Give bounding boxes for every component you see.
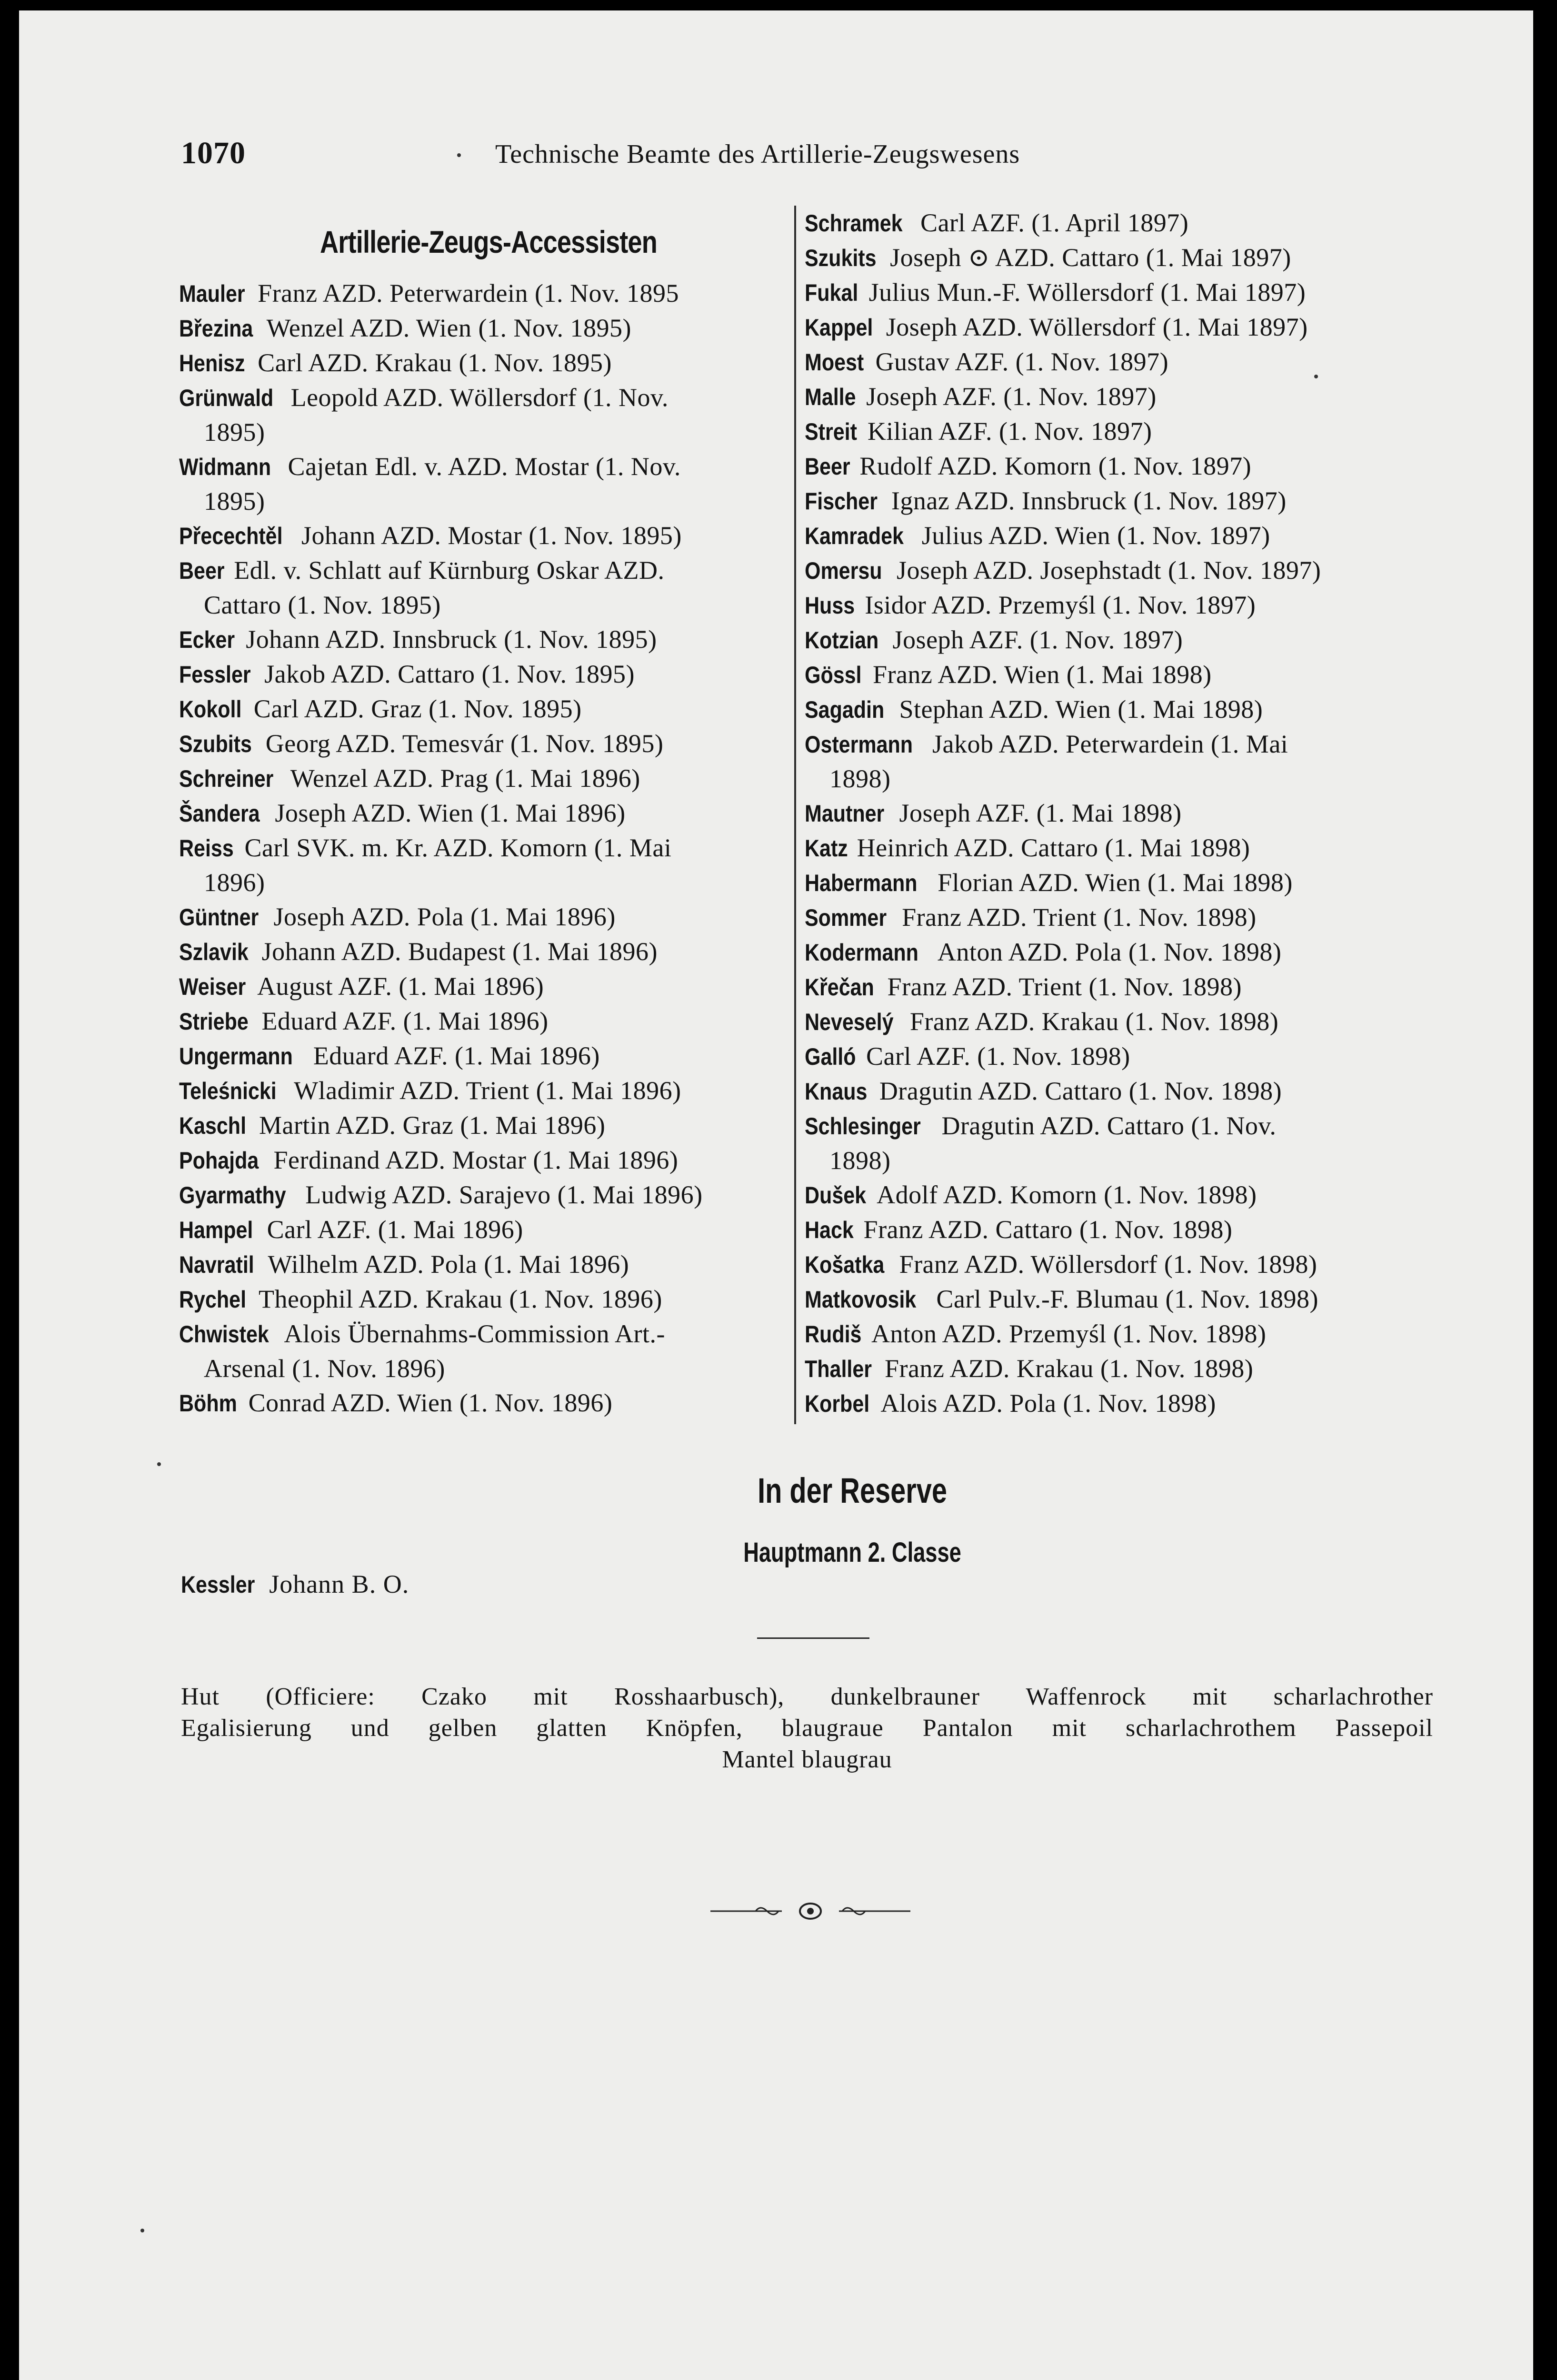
entry-surname: Widmann — [179, 454, 271, 480]
list-item — [805, 275, 1443, 310]
speck — [457, 153, 461, 157]
entry-surname: Rudiš — [805, 1321, 862, 1348]
list-item — [179, 657, 798, 692]
running-title: Technische Beamte des Artillerie-Zeugswesens — [495, 139, 1020, 169]
entry-details: Franz AZD. Krakau (1. Nov. 1898) — [909, 1007, 1279, 1036]
entry-surname: Navratil — [179, 1251, 254, 1278]
entry-continuation: 1898) — [829, 1146, 891, 1175]
entry-surname: Huss — [805, 592, 855, 619]
speck — [1314, 375, 1318, 378]
list-item — [805, 1282, 1443, 1317]
entry-details: Franz AZD. Trient (1. Nov. 1898) — [902, 903, 1257, 932]
entry-surname: Sommer — [805, 904, 887, 931]
entry-surname: Gyarmathy — [179, 1182, 286, 1209]
list-item — [805, 1109, 1443, 1178]
entry-surname: Kotzian — [805, 627, 879, 654]
entry-details: Cajetan Edl. v. AZD. Mostar (1. Nov. — [288, 452, 681, 481]
list-item — [179, 380, 798, 449]
entry-surname: Szlavik — [179, 939, 249, 965]
reserve-entry-text: Johann B. O. — [269, 1570, 409, 1598]
entry-details: Anton AZD. Przemyśl (1. Nov. 1898) — [871, 1319, 1267, 1348]
book-page — [19, 10, 1533, 2380]
entry-details: Ignaz AZD. Innsbruck (1. Nov. 1897) — [891, 486, 1287, 515]
entry-details: Joseph AZF. (1. Mai 1898) — [899, 799, 1182, 827]
entry-details: Carl SVK. m. Kr. AZD. Komorn (1. Mai — [244, 833, 672, 862]
reserve-entry-name: Kessler — [181, 1571, 255, 1598]
entry-details: Jakob AZD. Peterwardein (1. Mai — [932, 730, 1288, 758]
list-item — [805, 240, 1443, 275]
entry-details: Jakob AZD. Cattaro (1. Nov. 1895) — [264, 660, 635, 688]
entry-surname: Habermann — [805, 870, 918, 896]
entry-details: Alois Übernahms-Commission Art.- — [284, 1319, 666, 1348]
list-item — [179, 1143, 798, 1178]
entry-surname: Neveselý — [805, 1009, 894, 1035]
right-column — [805, 206, 1443, 1421]
entry-surname: Reiss — [179, 835, 234, 862]
list-item — [805, 379, 1443, 414]
entry-details: Franz AZD. Wöllersdorf (1. Nov. 1898) — [899, 1250, 1317, 1279]
list-item — [805, 310, 1443, 345]
entry-details: Carl Pulv.-F. Blumau (1. Nov. 1898) — [936, 1285, 1318, 1313]
list-item — [179, 1178, 798, 1212]
entry-continuation: 1896) — [204, 868, 265, 897]
entry-continuation: Cattaro (1. Nov. 1895) — [204, 591, 441, 619]
reserve-section — [686, 1467, 1019, 1572]
entry-details: Eduard AZF. (1. Mai 1896) — [313, 1041, 600, 1070]
entry-surname: Böhm — [179, 1390, 237, 1417]
list-item — [805, 1039, 1443, 1074]
entry-surname: Beer — [805, 453, 850, 480]
list-item — [179, 726, 798, 761]
list-item — [179, 1004, 798, 1039]
list-item — [179, 831, 798, 900]
entry-surname: Malle — [805, 384, 856, 410]
entry-details: Wladimir AZD. Trient (1. Mai 1896) — [294, 1076, 681, 1105]
entry-surname: Ecker — [179, 626, 235, 653]
entry-details: Carl AZF. (1. April 1897) — [920, 208, 1189, 237]
list-item — [805, 900, 1443, 935]
entry-details: Johann AZD. Budapest (1. Mai 1896) — [261, 937, 658, 966]
entry-surname: Schramek — [805, 210, 903, 237]
list-item — [179, 796, 798, 831]
entry-surname: Weiser — [179, 973, 246, 1000]
entry-surname: Ostermann — [805, 731, 913, 758]
entry-surname: Hack — [805, 1217, 854, 1243]
entry-details: Franz AZD. Trient (1. Nov. 1898) — [887, 972, 1242, 1001]
list-item — [805, 1247, 1443, 1282]
list-item — [179, 969, 798, 1004]
list-item — [805, 865, 1443, 900]
entry-continuation: Arsenal (1. Nov. 1896) — [204, 1354, 445, 1383]
entry-details: Joseph ⊙ AZD. Cattaro (1. Mai 1897) — [890, 243, 1291, 272]
entry-surname: Fukal — [805, 279, 858, 306]
entry-surname: Hampel — [179, 1217, 253, 1243]
section-title: Artillerie-Zeugs-Accessisten — [320, 224, 657, 259]
entry-surname: Szukits — [805, 245, 877, 271]
list-item — [805, 345, 1443, 379]
list-item — [805, 1074, 1443, 1109]
list-item — [179, 1108, 798, 1143]
entry-details: Anton AZD. Pola (1. Nov. 1898) — [937, 938, 1282, 966]
list-item — [179, 1073, 798, 1108]
list-item — [805, 1178, 1443, 1212]
entry-surname: Beer — [179, 557, 225, 584]
list-item — [805, 657, 1443, 692]
list-item — [179, 622, 798, 657]
entry-surname: Fessler — [179, 661, 251, 688]
reserve-title: In der Reserve — [758, 1471, 947, 1510]
entry-details: Wenzel AZD. Wien (1. Nov. 1895) — [266, 314, 631, 342]
list-item — [805, 588, 1443, 623]
entry-surname: Sagadin — [805, 696, 885, 723]
entry-surname: Pohajda — [179, 1147, 259, 1174]
entry-details: Carl AZF. (1. Mai 1896) — [267, 1215, 523, 1244]
list-item — [805, 1004, 1443, 1039]
entry-details: Joseph AZF. (1. Nov. 1897) — [866, 382, 1157, 411]
entry-surname: Thaller — [805, 1356, 872, 1382]
entry-details: Johann AZD. Mostar (1. Nov. 1895) — [301, 521, 682, 550]
uniform-line-3: Mantel blaugrau — [722, 1746, 892, 1773]
list-item — [179, 1039, 798, 1073]
entry-details: Florian AZD. Wien (1. Mai 1898) — [938, 868, 1293, 897]
uniform-note — [181, 1681, 1433, 1775]
entry-surname: Knaus — [805, 1078, 868, 1105]
entry-details: Adolf AZD. Komorn (1. Nov. 1898) — [877, 1180, 1257, 1209]
entry-details: Wenzel AZD. Prag (1. Mai 1896) — [290, 764, 640, 793]
entry-surname: Dušek — [805, 1182, 867, 1209]
entry-surname: Ungermann — [179, 1043, 293, 1070]
entry-details: Stephan AZD. Wien (1. Mai 1898) — [899, 695, 1263, 724]
entry-details: Joseph AZD. Wöllersdorf (1. Mai 1897) — [886, 313, 1308, 341]
entry-details: Leopold AZD. Wöllersdorf (1. Nov. — [290, 383, 669, 412]
ornament-icon — [710, 1899, 910, 1923]
entry-surname: Güntner — [179, 904, 259, 931]
entry-surname: Szubits — [179, 731, 252, 757]
entry-continuation: 1898) — [829, 764, 891, 793]
entry-surname: Chwistek — [179, 1321, 269, 1348]
entry-surname: Galló — [805, 1043, 856, 1070]
reserve-entry — [181, 1567, 409, 1602]
entry-details: Franz AZD. Peterwardein (1. Nov. 1895 — [258, 279, 679, 307]
list-item — [179, 1282, 798, 1317]
list-item — [805, 935, 1443, 970]
uniform-line-1: Hut (Officiere: Czako mit Rosshaarbusch), dunkelbrauner Waffenrock mit scharlachrother — [181, 1683, 1433, 1710]
entry-details: Kilian AZF. (1. Nov. 1897) — [867, 417, 1152, 446]
entry-details: Joseph AZD. Josephstadt (1. Nov. 1897) — [896, 556, 1321, 585]
entry-surname: Šandera — [179, 800, 260, 827]
section-rule — [757, 1637, 869, 1639]
entry-surname: Schreiner — [179, 765, 274, 792]
entry-details: Joseph AZD. Wien (1. Mai 1896) — [275, 799, 626, 827]
list-item — [805, 484, 1443, 518]
entry-details: Carl AZD. Graz (1. Nov. 1895) — [253, 694, 582, 723]
entry-surname: Kodermann — [805, 939, 918, 966]
entry-continuation: 1895) — [204, 418, 265, 446]
page-header — [181, 135, 1514, 188]
list-item — [179, 276, 798, 311]
entry-surname: Matkovosik — [805, 1286, 917, 1313]
entry-list — [805, 206, 1443, 1421]
list-item — [179, 518, 798, 553]
list-item — [179, 311, 798, 346]
entry-details: Theophil AZD. Krakau (1. Nov. 1896) — [259, 1285, 662, 1313]
entry-surname: Teleśnicki — [179, 1078, 277, 1104]
list-item — [179, 1247, 798, 1282]
page-number: 1070 — [181, 136, 246, 170]
entry-list — [179, 276, 798, 1420]
list-item — [179, 1212, 798, 1247]
entry-details: Carl AZF. (1. Nov. 1898) — [866, 1042, 1130, 1071]
entry-surname: Striebe — [179, 1008, 249, 1035]
list-item — [805, 831, 1443, 865]
list-item — [179, 1386, 798, 1420]
list-item — [805, 1386, 1443, 1421]
list-item — [179, 761, 798, 796]
speck — [140, 2229, 144, 2232]
entry-details: Franz AZD. Wien (1. Mai 1898) — [872, 660, 1212, 689]
entry-details: Julius Mun.-F. Wöllersdorf (1. Mai 1897) — [868, 278, 1306, 307]
entry-surname: Omersu — [805, 557, 882, 584]
column-divider — [794, 206, 796, 1424]
entry-details: August AZF. (1. Mai 1896) — [257, 972, 544, 1001]
entry-surname: Fischer — [805, 488, 878, 515]
entry-details: Conrad AZD. Wien (1. Nov. 1896) — [248, 1388, 613, 1417]
list-item — [805, 692, 1443, 727]
entry-details: Ludwig AZD. Sarajevo (1. Mai 1896) — [305, 1180, 703, 1209]
entry-surname: Křečan — [805, 974, 874, 1001]
entry-surname: Kappel — [805, 314, 873, 341]
list-item — [805, 518, 1443, 553]
entry-details: Edl. v. Schlatt auf Kürnburg Oskar AZD. — [234, 556, 665, 585]
entry-surname: Henisz — [179, 350, 245, 377]
list-item — [805, 553, 1443, 588]
entry-surname: Grünwald — [179, 385, 274, 411]
list-item — [179, 553, 798, 622]
entry-surname: Korbel — [805, 1390, 870, 1417]
list-item — [179, 900, 798, 934]
list-item — [805, 796, 1443, 831]
entry-details: Franz AZD. Krakau (1. Nov. 1898) — [884, 1354, 1254, 1383]
list-item — [805, 623, 1443, 657]
list-item — [179, 1317, 798, 1386]
list-item — [805, 1212, 1443, 1247]
entry-details: Martin AZD. Graz (1. Mai 1896) — [259, 1111, 606, 1140]
entry-surname: Kamradek — [805, 523, 904, 549]
entry-surname: Mauler — [179, 280, 245, 307]
entry-details: Franz AZD. Cattaro (1. Nov. 1898) — [863, 1215, 1233, 1244]
entry-surname: Moest — [805, 349, 864, 376]
entry-continuation: 1895) — [204, 487, 265, 516]
entry-surname: Schlesinger — [805, 1113, 921, 1140]
entry-details: Alois AZD. Pola (1. Nov. 1898) — [880, 1389, 1216, 1418]
uniform-line-2: Egalisierung und gelben glatten Knöpfen, blaugraue Pantalon mit scharlachrothem Passepoil — [181, 1715, 1433, 1742]
entry-surname: Březina — [179, 315, 253, 342]
entry-surname: Gössl — [805, 662, 862, 688]
entry-surname: Košatka — [805, 1251, 885, 1278]
entry-details: Joseph AZD. Pola (1. Mai 1896) — [273, 902, 616, 931]
list-item — [179, 692, 798, 726]
entry-details: Johann AZD. Innsbruck (1. Nov. 1895) — [246, 625, 657, 654]
entry-details: Gustav AZF. (1. Nov. 1897) — [875, 347, 1169, 376]
entry-details: Ferdinand AZD. Mostar (1. Mai 1896) — [273, 1146, 679, 1174]
list-item — [179, 346, 798, 380]
entry-surname: Přecechtěl — [179, 523, 283, 549]
entry-surname: Kaschl — [179, 1112, 247, 1139]
entry-details: Joseph AZF. (1. Nov. 1897) — [892, 625, 1183, 654]
entry-details: Wilhelm AZD. Pola (1. Mai 1896) — [268, 1250, 629, 1279]
list-item — [179, 449, 798, 518]
entry-surname: Kokoll — [179, 696, 242, 723]
entry-details: Eduard AZF. (1. Mai 1896) — [261, 1007, 549, 1035]
list-item — [805, 727, 1443, 796]
entry-details: Dragutin AZD. Cattaro (1. Nov. — [941, 1111, 1277, 1140]
left-column — [179, 220, 798, 1420]
entry-details: Dragutin AZD. Cattaro (1. Nov. 1898) — [879, 1077, 1282, 1105]
entry-surname: Mautner — [805, 800, 885, 827]
entry-surname: Katz — [805, 835, 848, 862]
speck — [157, 1462, 161, 1466]
list-item — [805, 1317, 1443, 1351]
list-item — [805, 206, 1443, 240]
entry-details: Rudolf AZD. Komorn (1. Nov. 1897) — [859, 452, 1252, 480]
entry-details: Heinrich AZD. Cattaro (1. Mai 1898) — [857, 833, 1250, 862]
entry-details: Carl AZD. Krakau (1. Nov. 1895) — [258, 348, 612, 377]
entry-surname: Streit — [805, 418, 857, 445]
list-item — [805, 970, 1443, 1004]
list-item — [805, 449, 1443, 484]
list-item — [805, 1351, 1443, 1386]
list-item — [179, 934, 798, 969]
entry-details: Isidor AZD. Przemyśl (1. Nov. 1897) — [865, 591, 1256, 619]
reserve-subtitle: Hauptmann 2. Classe — [743, 1537, 961, 1568]
entry-details: Georg AZD. Temesvár (1. Nov. 1895) — [265, 729, 664, 758]
entry-details: Julius AZD. Wien (1. Nov. 1897) — [921, 521, 1270, 550]
entry-surname: Rychel — [179, 1286, 247, 1313]
list-item — [805, 414, 1443, 449]
